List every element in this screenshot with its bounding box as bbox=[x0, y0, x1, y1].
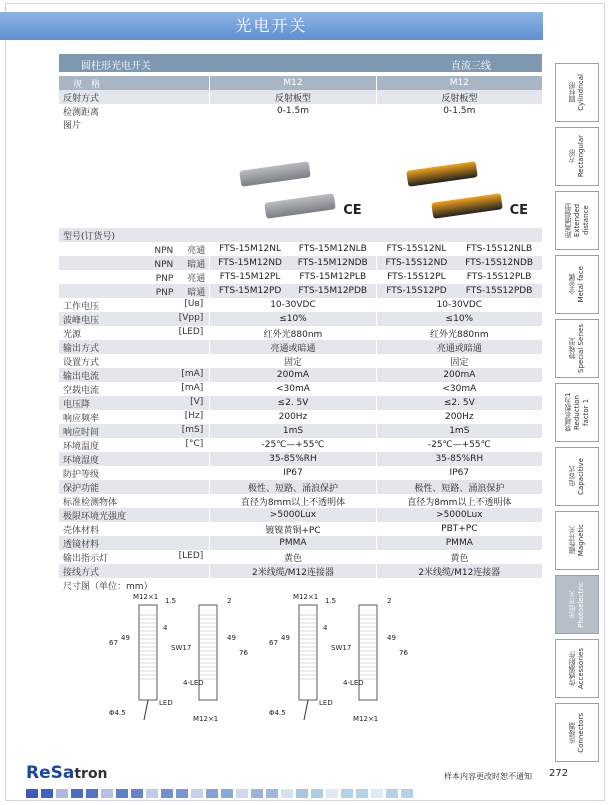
spec-unit: [LED] bbox=[178, 551, 204, 561]
dimension-label-text: LED bbox=[159, 699, 173, 707]
model-code: FTS-15M12NLB bbox=[298, 244, 367, 254]
spec-value-m12: 反射板型 bbox=[210, 90, 376, 104]
spec-row bbox=[59, 452, 542, 466]
spec-value-s12: ≤10% bbox=[376, 312, 542, 326]
spec-row bbox=[59, 466, 542, 480]
footer-square bbox=[146, 789, 158, 798]
footer-square bbox=[221, 789, 233, 798]
sensor-image bbox=[240, 161, 312, 187]
model-code: FTS-15M12NL bbox=[219, 244, 282, 254]
spec-value-m12: 35-85%RH bbox=[210, 452, 376, 466]
model-pair bbox=[377, 272, 542, 282]
spec-row bbox=[59, 564, 542, 578]
category-tab-metal-face[interactable] bbox=[555, 255, 599, 314]
dimension-label-text: 1.5 bbox=[165, 597, 177, 605]
spec-value-m12: ≤10% bbox=[210, 312, 376, 326]
spec-label-text: 环境湿度 bbox=[63, 455, 100, 466]
footer-square bbox=[41, 789, 53, 798]
output-type: PNP bbox=[155, 273, 174, 284]
spec-label bbox=[59, 452, 210, 466]
model-header-row bbox=[59, 228, 542, 242]
footer-square bbox=[356, 789, 368, 798]
spec-label bbox=[59, 312, 210, 326]
footer-square bbox=[206, 789, 218, 798]
spec-value-m12: 直径为8mm以上不透明体 bbox=[210, 494, 376, 508]
spec-table bbox=[59, 76, 542, 592]
dimension-label-text: M12×1 bbox=[293, 593, 319, 601]
spec-row bbox=[59, 76, 542, 90]
tab-label-cn: 圆柱形 bbox=[568, 82, 576, 103]
footer-square bbox=[26, 789, 38, 798]
spec-label bbox=[59, 368, 210, 382]
spec-unit: [mS] bbox=[181, 425, 204, 435]
spec-label-text: 保护功能 bbox=[63, 483, 100, 494]
tab-label-en: Accessories bbox=[577, 647, 585, 690]
model-pair bbox=[210, 258, 375, 268]
picture-label: 图片 bbox=[63, 121, 82, 131]
model-row bbox=[59, 256, 542, 270]
footer-square bbox=[86, 789, 98, 798]
spec-row bbox=[59, 494, 542, 508]
disclaimer-note: 样本内容更改时恕不通知 bbox=[444, 772, 532, 781]
footer-square bbox=[296, 789, 308, 798]
model-pair bbox=[210, 272, 375, 282]
footer-square bbox=[326, 789, 338, 798]
footer-square bbox=[191, 789, 203, 798]
spec-label bbox=[59, 536, 210, 550]
dimension-label-text: SW17 bbox=[171, 644, 192, 652]
spec-label-text: 标准检测物体 bbox=[63, 497, 118, 508]
spec-value-m12: 红外光880nm bbox=[210, 326, 376, 340]
spec-label-text: 规 格 bbox=[73, 79, 101, 90]
spec-value-m12: PMMA bbox=[210, 536, 376, 550]
spec-value-s12: 固定 bbox=[376, 354, 542, 368]
spec-label-text: 环境温度 bbox=[63, 441, 100, 452]
footer-square bbox=[281, 789, 293, 798]
spec-row bbox=[59, 536, 542, 550]
model-code: FTS-15S12PL bbox=[387, 272, 446, 282]
spec-row bbox=[59, 340, 542, 354]
spec-row bbox=[59, 508, 542, 522]
tab-label bbox=[564, 192, 591, 249]
dimension-label-text: 49 bbox=[387, 634, 396, 642]
spec-unit: [V] bbox=[190, 397, 204, 407]
dimension-label-text: 4-LED bbox=[343, 679, 364, 687]
spec-label bbox=[59, 354, 210, 368]
spec-unit: [°C] bbox=[185, 439, 204, 449]
spec-value-s12: 200Hz bbox=[376, 410, 542, 424]
spec-value-m12: 极性、短路、涌浪保护 bbox=[210, 480, 376, 494]
spec-label-text: 光源 bbox=[63, 329, 82, 340]
tab-label-en: Photoelectric bbox=[577, 581, 585, 628]
spec-value-m12: IP67 bbox=[210, 466, 376, 480]
footer-square bbox=[116, 789, 128, 798]
category-tab-magnetic[interactable] bbox=[555, 511, 599, 570]
model-code: FTS-15M12PDB bbox=[298, 286, 368, 296]
spec-value-s12: 黄色 bbox=[376, 550, 542, 564]
model-code: FTS-15M12NDB bbox=[297, 258, 368, 268]
dimension-label-text: 67 bbox=[269, 639, 278, 647]
spec-value-s12: PMMA bbox=[376, 536, 542, 550]
tab-label-en: Rectangular bbox=[577, 135, 585, 178]
dimension-label: 尺寸图（单位：mm） bbox=[63, 581, 153, 592]
footer-square bbox=[161, 789, 173, 798]
picture-row bbox=[59, 118, 542, 228]
ce-mark: CE bbox=[343, 203, 362, 218]
spec-value-s12: 极性、短路、涌浪保护 bbox=[376, 480, 542, 494]
dimension-label-text: 2 bbox=[227, 597, 232, 605]
model-row bbox=[59, 284, 542, 298]
footer-square bbox=[236, 789, 248, 798]
dimension-label-text: 49 bbox=[121, 634, 130, 642]
spec-label-text: 输出指示灯 bbox=[63, 553, 109, 564]
tab-label bbox=[564, 384, 591, 441]
spec-value-m12: 镀镍黄铜+PC bbox=[210, 522, 376, 536]
spec-label bbox=[59, 438, 210, 452]
spec-value-s12: PBT+PC bbox=[376, 522, 542, 536]
category-tab-connectors[interactable] bbox=[555, 703, 599, 762]
spec-label-text: 响应频率 bbox=[63, 413, 100, 424]
model-codes-s12 bbox=[376, 256, 542, 270]
spec-value-s12: 反射板型 bbox=[376, 90, 542, 104]
sensor-image bbox=[406, 161, 478, 187]
spec-value-m12: 0-1.5m bbox=[210, 104, 376, 118]
spec-value-s12: 200mA bbox=[376, 368, 542, 382]
spec-label bbox=[59, 480, 210, 494]
spec-label-text: 电压降 bbox=[63, 399, 91, 410]
model-codes-s12 bbox=[376, 284, 542, 298]
spec-row bbox=[59, 312, 542, 326]
dimension-drawings bbox=[59, 585, 542, 727]
tab-label-cn: 距离增强型 bbox=[563, 203, 572, 238]
brand-logo: ReSatron bbox=[26, 763, 108, 783]
spec-label bbox=[59, 508, 210, 522]
model-type bbox=[59, 256, 210, 270]
section-subtitle: 直流三线 bbox=[451, 61, 491, 72]
dimension-label-text: 76 bbox=[399, 649, 408, 657]
spec-row bbox=[59, 326, 542, 340]
dimension-label-text: M12×1 bbox=[193, 715, 219, 723]
spec-label bbox=[59, 494, 210, 508]
dimension-label-text: Φ4.5 bbox=[109, 709, 126, 717]
spec-value-m12: -25℃—+55℃ bbox=[210, 438, 376, 452]
output-type: PNP bbox=[155, 287, 174, 298]
model-codes-s12 bbox=[376, 270, 542, 284]
model-pair bbox=[210, 286, 375, 296]
output-type: NPN bbox=[154, 259, 174, 270]
spec-value-s12: >5000Lux bbox=[376, 508, 542, 522]
sensor-outline-cable bbox=[139, 605, 157, 700]
spec-label-text: 响应时间 bbox=[63, 427, 100, 438]
spec-value-s12: 亮通或暗通 bbox=[376, 340, 542, 354]
spec-value-m12: >5000Lux bbox=[210, 508, 376, 522]
dimension-label-text: 4-LED bbox=[183, 679, 204, 687]
spec-row bbox=[59, 480, 542, 494]
spec-value-s12: 红外光880nm bbox=[376, 326, 542, 340]
spec-unit: [Vpp] bbox=[178, 313, 204, 323]
section-title: 圆柱形光电开关 bbox=[81, 61, 151, 72]
spec-value-m12: 固定 bbox=[210, 354, 376, 368]
product-photo-s12 bbox=[376, 118, 542, 228]
spec-label bbox=[59, 466, 210, 480]
product-photo-m12 bbox=[210, 118, 376, 228]
model-code: FTS-15S12ND bbox=[385, 258, 448, 268]
tab-label-cn: 连接器 bbox=[568, 722, 576, 743]
spec-label-text: 输出方式 bbox=[63, 343, 100, 354]
spec-value-m12: 黄色 bbox=[210, 550, 376, 564]
spec-row bbox=[59, 410, 542, 424]
model-pair bbox=[377, 244, 542, 254]
tab-label bbox=[568, 648, 586, 689]
model-type bbox=[59, 242, 210, 256]
spec-value-m12: 2米线缆/M12连接器 bbox=[210, 564, 376, 578]
category-tab-cylindrical[interactable] bbox=[555, 63, 599, 122]
dimension-label-text: SW17 bbox=[331, 644, 352, 652]
footer-square bbox=[311, 789, 323, 798]
section-header bbox=[59, 54, 542, 72]
spec-label bbox=[59, 340, 210, 354]
spec-label-text: 空载电流 bbox=[63, 385, 100, 396]
ce-mark: CE bbox=[509, 203, 528, 218]
dimension-drawing-svg bbox=[59, 585, 542, 727]
dimension-label-text: 4 bbox=[323, 624, 328, 632]
page-banner: 光电开关 bbox=[0, 12, 543, 40]
switch-mode: 亮通 bbox=[187, 245, 206, 256]
decorative-squares bbox=[26, 789, 413, 798]
tab-label-en: Connectors bbox=[577, 712, 585, 753]
output-type: NPN bbox=[154, 245, 174, 256]
spec-row bbox=[59, 522, 542, 536]
model-row bbox=[59, 270, 542, 284]
tab-label-en: Extended distance bbox=[572, 203, 590, 238]
footer-square bbox=[386, 789, 398, 798]
category-tab-reduction-factor-1[interactable] bbox=[555, 383, 599, 442]
dimension-label-text: M12×1 bbox=[353, 715, 379, 723]
spec-row bbox=[59, 382, 542, 396]
category-tab-extended-distance[interactable] bbox=[555, 191, 599, 250]
tab-label-cn: 电容式 bbox=[568, 466, 576, 487]
spec-label bbox=[59, 298, 210, 312]
tab-label-cn: 方形 bbox=[568, 149, 576, 164]
spec-label-text: 壳体材料 bbox=[63, 525, 100, 536]
model-code: FTS-15S12NL bbox=[386, 244, 447, 254]
spec-value-s12: -25℃—+55℃ bbox=[376, 438, 542, 452]
spec-row bbox=[59, 298, 542, 312]
dimension-label-text: 2 bbox=[387, 597, 392, 605]
spec-value-m12: 10-30VDC bbox=[210, 298, 376, 312]
model-pair bbox=[210, 244, 375, 254]
spec-label-text: 检测距离 bbox=[63, 107, 100, 118]
spec-unit: [Hz] bbox=[184, 411, 204, 421]
model-codes-m12 bbox=[210, 270, 376, 284]
model-code: FTS-15S12PLB bbox=[466, 272, 532, 282]
spec-label bbox=[59, 424, 210, 438]
spec-label bbox=[59, 382, 210, 396]
tab-label-en: Metal face bbox=[577, 266, 585, 303]
spec-row bbox=[59, 104, 542, 118]
footer-square bbox=[131, 789, 143, 798]
spec-value-m12: 1mS bbox=[210, 424, 376, 438]
spec-value-s12: <30mA bbox=[376, 382, 542, 396]
tab-label bbox=[568, 582, 586, 628]
spec-value-s12: 10-30VDC bbox=[376, 298, 542, 312]
dimension-label-text: Φ4.5 bbox=[269, 709, 286, 717]
spec-unit: [mA] bbox=[181, 369, 204, 379]
tab-label-en: Reduction factor 1 bbox=[572, 395, 590, 430]
model-codes-s12 bbox=[376, 242, 542, 256]
model-header: 型号(订货号) bbox=[59, 228, 542, 242]
spec-label-text: 极限环境光强度 bbox=[63, 511, 127, 522]
footer-square bbox=[401, 789, 413, 798]
spec-value-m12: 亮通或暗通 bbox=[210, 340, 376, 354]
model-code: FTS-15M12PD bbox=[218, 286, 282, 296]
model-pair bbox=[377, 258, 542, 268]
spec-value-s12: IP67 bbox=[376, 466, 542, 480]
footer-square bbox=[371, 789, 383, 798]
tab-label bbox=[568, 713, 586, 753]
category-tab-capacitive[interactable] bbox=[555, 447, 599, 506]
tab-label-en: Cylindrical bbox=[577, 74, 585, 111]
category-tabs bbox=[555, 63, 599, 767]
spec-row bbox=[59, 368, 542, 382]
spec-label-text: 透镜材料 bbox=[63, 539, 100, 550]
spec-value-m12: 200mA bbox=[210, 368, 376, 382]
model-type bbox=[59, 270, 210, 284]
footer-square bbox=[266, 789, 278, 798]
spec-row bbox=[59, 438, 542, 452]
category-tab-accessories[interactable] bbox=[555, 639, 599, 698]
spec-label bbox=[59, 410, 210, 424]
tab-label-cn: 传感器附件 bbox=[568, 651, 576, 686]
spec-value-s12: 0-1.5m bbox=[376, 104, 542, 118]
tab-label-en: Magnetic bbox=[577, 524, 585, 557]
dimension-label-text: 49 bbox=[227, 634, 236, 642]
spec-label bbox=[59, 564, 210, 578]
tab-label-en: Special Series bbox=[577, 324, 585, 373]
spec-label bbox=[59, 90, 210, 104]
tab-label-cn: 光电开关 bbox=[568, 590, 576, 619]
switch-mode: 亮通 bbox=[187, 273, 206, 284]
spec-value-m12: <30mA bbox=[210, 382, 376, 396]
dimension-label-text: 76 bbox=[239, 649, 248, 657]
switch-mode: 暗通 bbox=[187, 259, 206, 270]
spec-value-m12: ≤2. 5V bbox=[210, 396, 376, 410]
spec-label bbox=[59, 550, 210, 564]
spec-value-s12: ≤2. 5V bbox=[376, 396, 542, 410]
cable-line bbox=[144, 700, 148, 720]
cable-line bbox=[304, 700, 308, 720]
spec-row bbox=[59, 354, 542, 368]
sensor-outline-cable bbox=[299, 605, 317, 700]
spec-label-text: 输出电流 bbox=[63, 371, 100, 382]
model-codes-m12 bbox=[210, 256, 376, 270]
model-code: FTS-15S12NLB bbox=[466, 244, 533, 254]
footer-square bbox=[71, 789, 83, 798]
model-code: FTS-15M12ND bbox=[218, 258, 282, 268]
footer-square bbox=[56, 789, 68, 798]
spec-row bbox=[59, 550, 542, 564]
tab-label bbox=[568, 74, 586, 111]
dimension-label-text: 1.5 bbox=[325, 597, 337, 605]
model-code: FTS-15S12PD bbox=[386, 286, 447, 296]
tab-label-cn: 衰减系数为1 bbox=[563, 392, 572, 433]
footer-square bbox=[101, 789, 113, 798]
spec-label bbox=[59, 396, 210, 410]
tab-label bbox=[568, 458, 586, 495]
spec-label-text: 设置方式 bbox=[63, 357, 100, 368]
tab-label bbox=[568, 266, 586, 302]
spec-unit: [Uв] bbox=[184, 299, 204, 309]
model-code: FTS-15M12PL bbox=[219, 272, 281, 282]
model-codes-m12 bbox=[210, 242, 376, 256]
spec-row bbox=[59, 396, 542, 410]
sensor-image bbox=[265, 193, 337, 219]
spec-value-m12: 200Hz bbox=[210, 410, 376, 424]
spec-unit: [LED] bbox=[178, 327, 204, 337]
footer-square bbox=[176, 789, 188, 798]
spec-label-text: 接线方式 bbox=[63, 567, 100, 578]
tab-label-en: Capacitive bbox=[577, 458, 585, 495]
tab-label bbox=[568, 324, 586, 373]
dimension-label-text: 4 bbox=[163, 624, 168, 632]
model-row bbox=[59, 242, 542, 256]
tab-label bbox=[568, 135, 586, 177]
spec-value-s12: 直径为8mm以上不透明体 bbox=[376, 494, 542, 508]
spec-label-text: 波峰电压 bbox=[63, 315, 100, 326]
spec-value-s12: 2米线缆/M12连接器 bbox=[376, 564, 542, 578]
tab-label-cn: 磁性开关 bbox=[568, 526, 576, 555]
spec-unit: [mA] bbox=[181, 383, 204, 393]
spec-label bbox=[59, 76, 210, 90]
tab-label-cn: 全金属 bbox=[568, 274, 576, 295]
model-type bbox=[59, 284, 210, 298]
sensor-image bbox=[431, 193, 503, 219]
switch-mode: 暗通 bbox=[187, 287, 206, 298]
spec-row bbox=[59, 424, 542, 438]
tab-label bbox=[568, 524, 586, 556]
spec-label bbox=[59, 326, 210, 340]
model-code: FTS-15S12NDB bbox=[465, 258, 534, 268]
spec-label-text: 工作电压 bbox=[63, 301, 100, 312]
page-footer bbox=[0, 755, 612, 805]
dimension-label-text: 67 bbox=[109, 639, 118, 647]
spec-label-text: 反射方式 bbox=[63, 93, 100, 104]
model-code: FTS-15S12PDB bbox=[465, 286, 533, 296]
spec-value-s12: M12 bbox=[376, 76, 542, 90]
spec-label bbox=[59, 104, 210, 118]
model-codes-m12 bbox=[210, 284, 376, 298]
dimension-label-text: LED bbox=[319, 699, 333, 707]
spec-row bbox=[59, 90, 542, 104]
model-pair bbox=[377, 286, 542, 296]
spec-label-text: 防护等级 bbox=[63, 469, 100, 480]
page-number: 272 bbox=[549, 768, 569, 779]
model-code: FTS-15M12PLB bbox=[299, 272, 367, 282]
dimension-label-text: 49 bbox=[281, 634, 290, 642]
spec-label bbox=[59, 522, 210, 536]
category-tab-rectangular[interactable] bbox=[555, 127, 599, 186]
category-tab-special-series[interactable] bbox=[555, 319, 599, 378]
spec-value-m12: M12 bbox=[210, 76, 376, 90]
category-tab-photoelectric[interactable] bbox=[555, 575, 599, 634]
spec-value-s12: 35-85%RH bbox=[376, 452, 542, 466]
footer-square bbox=[251, 789, 263, 798]
spec-value-s12: 1mS bbox=[376, 424, 542, 438]
dimension-label-text: M12×1 bbox=[133, 593, 159, 601]
tab-label-cn: 特殊型 bbox=[568, 338, 576, 359]
footer-square bbox=[341, 789, 353, 798]
